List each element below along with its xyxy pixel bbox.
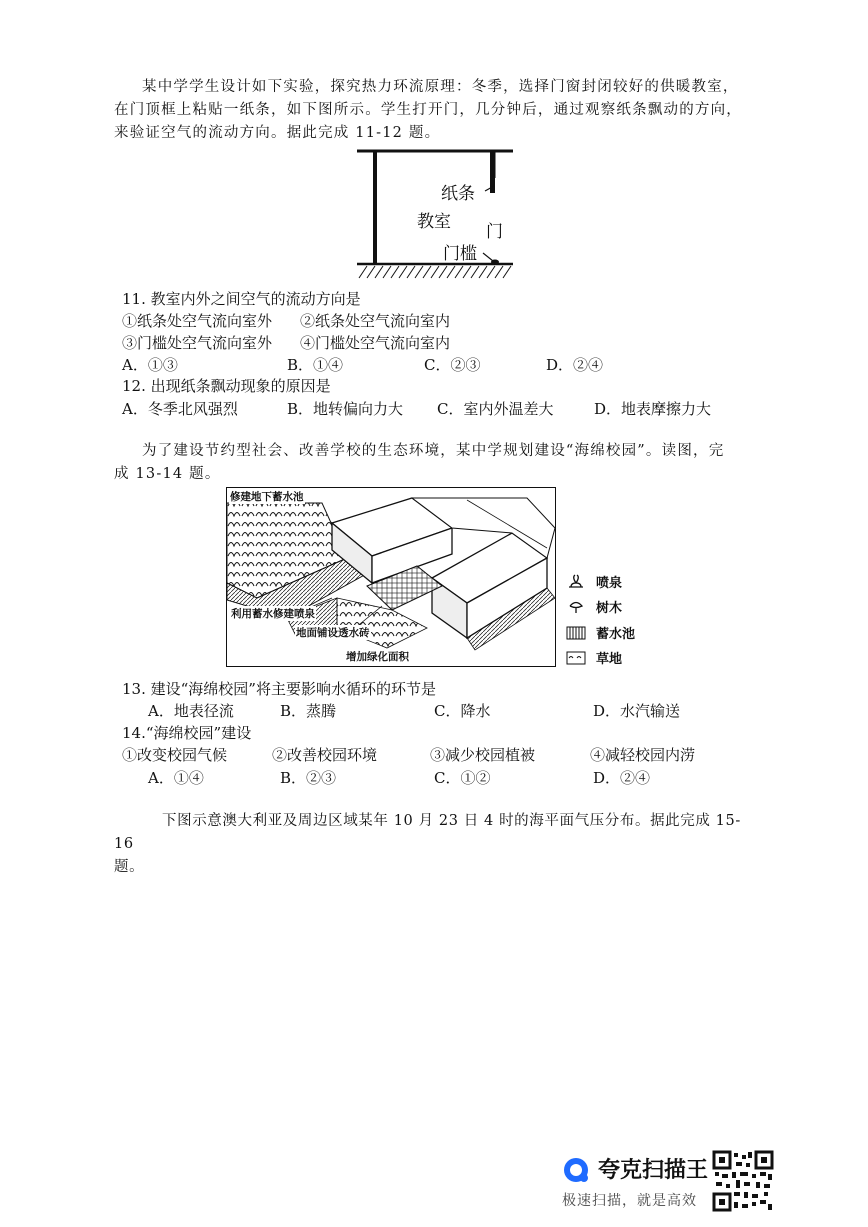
q11-statement-2: ②纸条处空气流向室内 bbox=[300, 312, 451, 330]
question-14-stem: 14.“海绵校园”建设 bbox=[122, 724, 252, 742]
intro-paragraph-1 bbox=[114, 76, 754, 145]
label-door: 门 bbox=[486, 222, 503, 242]
q14-statement-3: ③减少校园植被 bbox=[430, 746, 536, 764]
intro-line: 在门顶框上粘贴一纸条，如下图所示。学生打开门，几分钟后，通过观察纸条飘动的方向， bbox=[114, 102, 742, 118]
q11-statement-4: ④门槛处空气流向室内 bbox=[300, 334, 451, 352]
q12-option-d: D．地表摩擦力大 bbox=[594, 400, 712, 418]
intro-line: 某中学学生设计如下实验，探究热力环流原理：冬季，选择门窗封闭较好的供暖教室， bbox=[142, 79, 739, 95]
quark-logo-icon bbox=[562, 1156, 592, 1186]
q14-statement-2: ②改善校园环境 bbox=[272, 746, 378, 764]
legend-grass bbox=[566, 648, 622, 667]
legend-label: 喷泉 bbox=[596, 576, 623, 591]
q12-option-a: A．冬季北风强烈 bbox=[122, 400, 238, 418]
sponge-campus-diagram bbox=[226, 487, 556, 667]
q11-statement-3: ③门槛处空气流向室外 bbox=[122, 334, 273, 352]
q12-option-c: C．室内外温差大 bbox=[437, 400, 554, 418]
intro-line: 成 13-14 题。 bbox=[114, 466, 221, 482]
q11-option-a: A．①③ bbox=[122, 356, 178, 374]
label-green-area: 增加绿化面积 bbox=[346, 651, 409, 663]
q14-statement-1: ①改变校园气候 bbox=[122, 746, 228, 764]
intro-line: 为了建设节约型社会、改善学校的生态环境，某中学规划建设“海绵校园”。读图，完 bbox=[142, 443, 725, 459]
question-13-stem: 13. 建设“海绵校园”将主要影响水循环的环节是 bbox=[122, 680, 436, 698]
question-12-stem: 12. 出现纸条飘动现象的原因是 bbox=[122, 377, 331, 395]
legend-label: 蓄水池 bbox=[596, 627, 636, 642]
q14-option-d: D．②④ bbox=[593, 769, 651, 787]
q14-option-b: B．②③ bbox=[280, 769, 337, 787]
label-classroom: 教室 bbox=[417, 212, 451, 232]
door-diagram bbox=[355, 145, 517, 280]
intro-line: 来验证空气的流动方向。据此完成 11-12 题。 bbox=[114, 125, 441, 141]
intro-line: 题。 bbox=[114, 859, 145, 875]
brand-slogan: 极速扫描，就是高效 bbox=[562, 1193, 697, 1209]
intro-paragraph-2 bbox=[114, 440, 754, 486]
sponge-campus-drawing bbox=[227, 488, 555, 666]
q13-option-b: B．蒸腾 bbox=[280, 702, 337, 720]
q14-option-c: C．①② bbox=[434, 769, 491, 787]
fountain-icon bbox=[566, 574, 586, 590]
q11-option-c: C．②③ bbox=[424, 356, 481, 374]
label-fountain-use: 利用蓄水修建喷泉 bbox=[231, 608, 315, 620]
intro-line: 下图示意澳大利亚及周边区域某年 10 月 23 日 4 时的海平面气压分布。据此完成 15-16 bbox=[114, 813, 741, 852]
label-threshold: 门槛 bbox=[443, 244, 477, 264]
q11-statement-1: ①纸条处空气流向室外 bbox=[122, 312, 273, 330]
q11-option-d: D．②④ bbox=[546, 356, 604, 374]
label-underground-pool: 修建地下蓄水池 bbox=[230, 491, 304, 503]
q14-option-a: A．①④ bbox=[148, 769, 204, 787]
q13-option-d: D．水汽输送 bbox=[593, 702, 681, 720]
intro-paragraph-3 bbox=[114, 810, 754, 879]
legend-reservoir bbox=[566, 623, 635, 642]
legend-fountain bbox=[566, 572, 622, 591]
q13-option-a: A．地表径流 bbox=[148, 702, 234, 720]
grass-icon bbox=[566, 650, 586, 666]
tree-icon bbox=[566, 599, 586, 615]
q11-option-b: B．①④ bbox=[287, 356, 344, 374]
legend-tree bbox=[566, 597, 622, 616]
q12-option-b: B．地转偏向力大 bbox=[287, 400, 404, 418]
label-paper-strip: 纸条 bbox=[441, 184, 475, 204]
legend-label: 树木 bbox=[596, 601, 623, 616]
question-11-stem: 11. 教室内外之间空气的流动方向是 bbox=[122, 290, 361, 308]
reservoir-icon bbox=[566, 625, 586, 641]
q13-option-c: C．降水 bbox=[434, 702, 491, 720]
qr-code-icon bbox=[712, 1150, 774, 1212]
q14-statement-4: ④减轻校园内涝 bbox=[590, 746, 696, 764]
brand-name: 夸克扫描王 bbox=[598, 1158, 709, 1183]
legend-label: 草地 bbox=[596, 652, 623, 667]
label-permeable-brick: 地面铺设透水砖 bbox=[296, 627, 370, 639]
